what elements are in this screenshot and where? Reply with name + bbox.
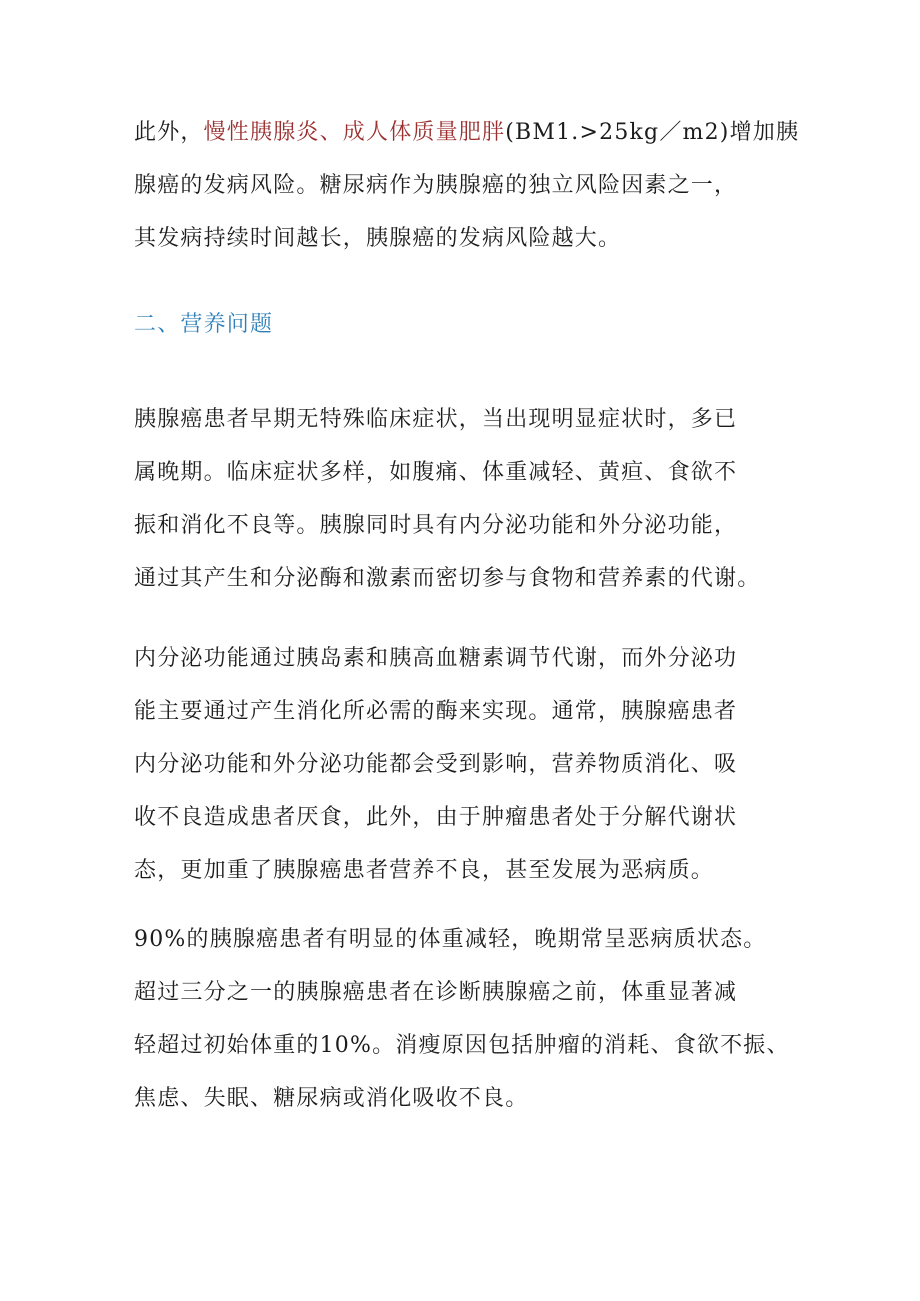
paragraph-line: 属晚期。临床症状多样，如腹痛、体重减轻、黄疸、食欲不 xyxy=(134,460,738,485)
paragraph-line: 内分泌功能和外分泌功能都会受到影响，营养物质消化、吸 xyxy=(134,752,738,777)
paragraph-weight-loss xyxy=(134,913,814,1125)
paragraph-line: 轻超过初始体重的10%。消瘦原因包括肿瘤的消耗、食欲不振、 xyxy=(134,1033,790,1058)
paragraph-line: 内分泌功能通过胰岛素和胰高血糖素调节代谢，而外分泌功 xyxy=(134,646,738,671)
intro-prefix: 此外， xyxy=(134,120,204,145)
paragraph-line: 通过其产生和分泌酶和激素而密切参与食物和营养素的代谢。 xyxy=(134,566,761,591)
paragraph-symptoms xyxy=(134,393,814,605)
paragraph-line: 90%的胰腺癌患者有明显的体重减轻，晚期常呈恶病质状态。 xyxy=(134,927,767,952)
paragraph-line xyxy=(134,106,814,159)
paragraph-line: 胰腺癌患者早期无特殊临床症状，当出现明显症状时，多已 xyxy=(134,407,738,432)
intro-suffix: (BM1.>25kg／m2)增加胰 xyxy=(505,120,800,145)
paragraph-line: 振和消化不良等。胰腺同时具有内分泌功能和外分泌功能， xyxy=(134,513,738,538)
paragraph-line: 收不良造成患者厌食，此外，由于肿瘤患者处于分解代谢状 xyxy=(134,805,738,830)
paragraph-line: 焦虑、失眠、糖尿病或消化吸收不良。 xyxy=(134,1086,529,1111)
intro-paragraph xyxy=(134,106,814,265)
paragraph-line: 其发病持续时间越长，胰腺癌的发病风险越大。 xyxy=(134,226,622,251)
paragraph-line: 超过三分之一的胰腺癌患者在诊断胰腺癌之前，体重显著减 xyxy=(134,980,738,1005)
section-heading: 二、营养问题 xyxy=(134,312,274,337)
paragraph-line: 能主要通过产生消化所必需的酶来实现。通常，胰腺癌患者 xyxy=(134,699,738,724)
paragraph-line: 态，更加重了胰腺癌患者营养不良，甚至发展为恶病质。 xyxy=(134,858,715,883)
paragraph-line: 腺癌的发病风险。糖尿病作为胰腺癌的独立风险因素之一， xyxy=(134,173,738,198)
risk-factors-highlight: 慢性胰腺炎、成人体质量肥胖 xyxy=(203,120,506,145)
paragraph-function xyxy=(134,632,814,897)
